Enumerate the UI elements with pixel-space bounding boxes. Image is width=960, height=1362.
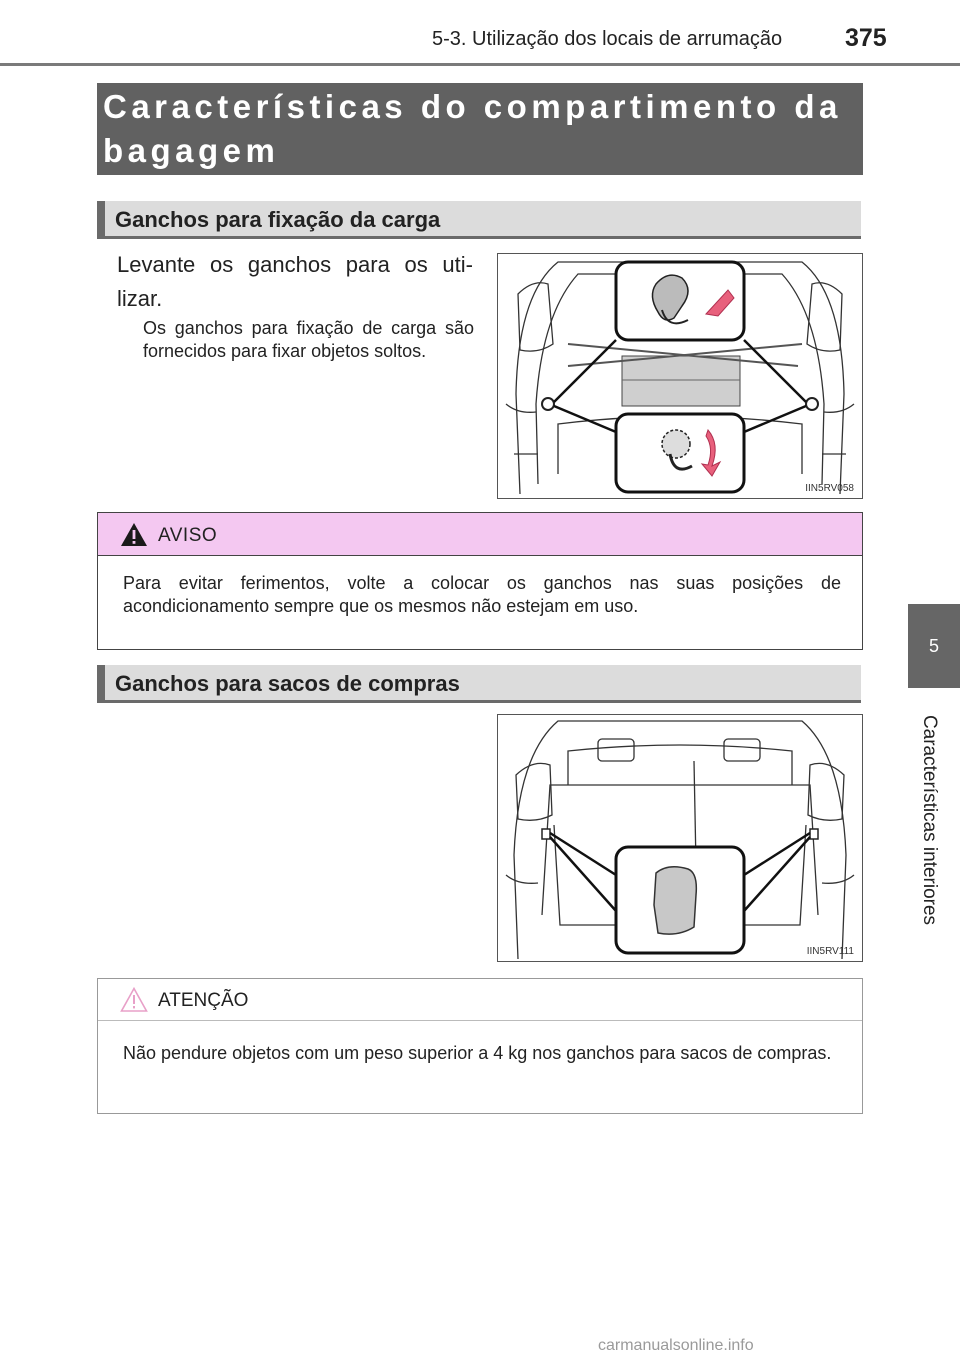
page-number: 375 <box>845 24 887 52</box>
watermark: carmanualsonline.info <box>598 1337 754 1354</box>
chapter-number: 5 <box>928 635 939 656</box>
chapter-label <box>899 700 959 940</box>
caution-box <box>97 978 863 1114</box>
figure-id: IIN5RV058 <box>805 483 854 494</box>
page-title: Características do compartimento da bagagem <box>103 88 842 169</box>
caution-header <box>98 979 862 1021</box>
bag-hooks-illustration <box>498 715 862 961</box>
warning-text: Para evitar ferimentos, volte a colocar os ganchos nas suas posições de acondicionamento sempre que os mesmos não estejam em uso. <box>123 573 841 616</box>
figure-id: IIN5RV111 <box>806 946 854 957</box>
instruction-text: Levante os ganchos para os uti-lizar. <box>117 252 473 311</box>
header-rule <box>0 63 960 66</box>
chapter-label-text: Características interiores <box>919 714 940 926</box>
warning-header <box>98 513 862 556</box>
caution-triangle-icon <box>120 987 148 1012</box>
bag-hooks-figure <box>497 714 863 962</box>
warning-label: AVISO <box>158 525 218 546</box>
caution-label: ATENÇÃO <box>158 990 249 1011</box>
section-heading-bag-hooks <box>97 665 861 703</box>
running-header: 5-3. Utilização dos locais de arrumação <box>432 28 783 50</box>
section-heading-cargo-hooks <box>97 201 861 239</box>
warning-triangle-icon <box>120 522 148 547</box>
note-text: Os ganchos para fixação de carga são fornecidos para fixar objetos soltos. <box>143 318 474 361</box>
section-heading-text: Ganchos para fixação da carga <box>115 207 441 232</box>
cargo-hooks-figure <box>497 253 863 499</box>
warning-box <box>97 512 863 650</box>
section-heading-text: Ganchos para sacos de compras <box>115 671 460 696</box>
cargo-hooks-illustration <box>498 254 862 498</box>
caution-text: Não pendure objetos com um peso superior a 4 kg nos ganchos para sacos de compras. <box>123 1043 832 1063</box>
chapter-tab <box>908 604 960 688</box>
